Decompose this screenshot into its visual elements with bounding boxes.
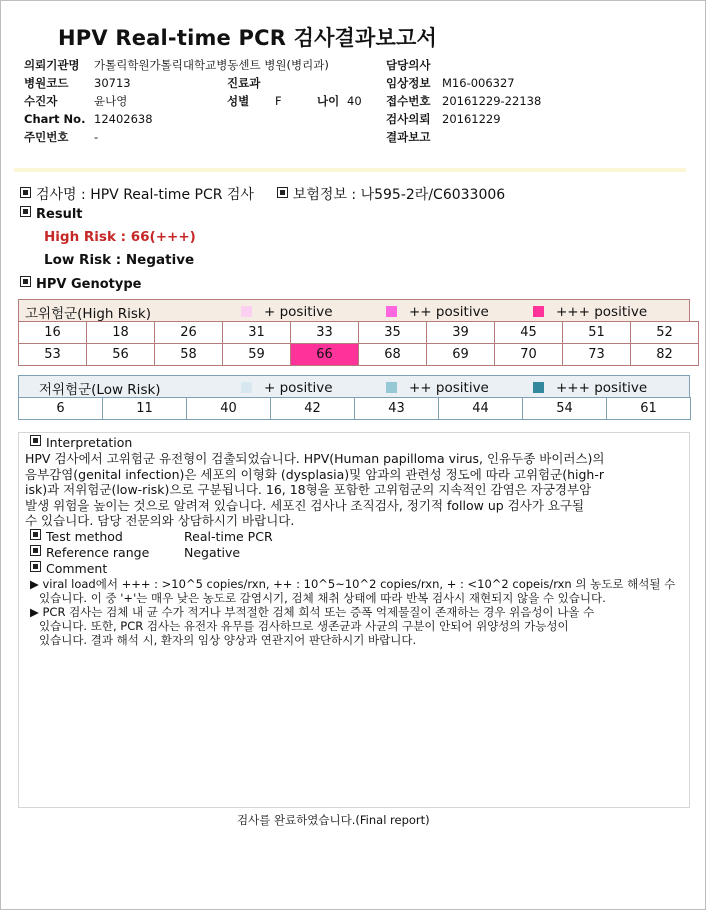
genotype-cell: 59 xyxy=(223,344,291,366)
genotype-cell: 6 xyxy=(19,398,103,420)
test-method-row xyxy=(30,529,273,545)
report-date-label: 결과보고 xyxy=(386,130,431,144)
test-method-value: Real-time PCR xyxy=(184,529,273,544)
reference-range-row xyxy=(30,545,240,561)
genotype-cell: 43 xyxy=(355,398,439,420)
comment-line: ▶ PCR 검사는 검체 내 균 수가 적거나 부적절한 검체 희석 또는 증폭 억제물질이 존재하는 경우 위음성이 나올 수 xyxy=(30,605,595,619)
reception-no-value: 20161229-22138 xyxy=(442,94,542,108)
institution-label: 의뢰기관명 xyxy=(24,58,80,72)
legend-swatch xyxy=(386,306,397,317)
bullet-icon xyxy=(20,276,31,287)
low-risk-title: 저위험군(Low Risk) xyxy=(39,382,161,398)
comment-line: 있습니다. 이 중 '+'는 매우 낮은 농도로 감염시기, 검체 채취 상태에 따라 반복 검사시 재현되지 않을 수 있습니다. xyxy=(39,591,606,605)
test-name-row xyxy=(20,184,505,204)
patient-name-label: 수진자 xyxy=(24,94,58,108)
bullet-icon xyxy=(30,561,41,572)
legend-swatch xyxy=(241,382,252,393)
high-risk-table xyxy=(18,321,699,366)
clinical-info-label: 임상정보 xyxy=(386,76,431,90)
bullet-icon xyxy=(30,545,41,556)
result-heading-text: Result xyxy=(36,207,83,222)
legend-plus-plus-plus xyxy=(533,380,647,396)
table-row xyxy=(19,344,699,366)
comment-heading-text: Comment xyxy=(46,561,108,576)
bullet-icon xyxy=(30,435,41,446)
low-risk-result: Low Risk : Negative xyxy=(44,252,195,268)
genotype-cell: 69 xyxy=(427,344,495,366)
resident-no-label: 주민번호 xyxy=(24,130,69,144)
comment-line: 있습니다. 또한, PCR 검사는 유전자 유무를 검사하므로 생존균과 사균의 구분이 안되어 위양성의 가능성이 xyxy=(39,619,569,633)
positive-genotype-cell: 66 xyxy=(291,344,359,366)
genotype-cell: 73 xyxy=(563,344,631,366)
comment-heading xyxy=(30,561,107,577)
comment-pcr xyxy=(30,605,594,647)
interpretation-line: HPV 검사에서 고위험군 유전형이 검출되었습니다. HPV(Human papilloma virus, 인유두종 바이러스)의 xyxy=(25,451,605,466)
genotype-cell: 40 xyxy=(187,398,271,420)
bullet-icon xyxy=(20,187,31,198)
test-method-label: Test method xyxy=(46,529,123,544)
bullet-icon xyxy=(30,529,41,540)
genotype-cell: 52 xyxy=(631,322,699,344)
report-title: HPV Real-time PCR 검사결과보고서 xyxy=(58,26,437,50)
resident-no-value: - xyxy=(94,130,99,144)
reference-range-label: Reference range xyxy=(46,545,150,560)
interpretation-body xyxy=(25,451,605,529)
age-value: 40 xyxy=(347,94,362,108)
insurance-value: 나595-2라/C6033006 xyxy=(360,187,506,203)
insurance-label: 보험정보 : xyxy=(292,187,357,203)
age-label: 나이 xyxy=(317,94,340,108)
genotype-heading xyxy=(20,276,141,292)
genotype-cell: 39 xyxy=(427,322,495,344)
reception-no-label: 접수번호 xyxy=(386,94,431,108)
low-risk-table xyxy=(18,397,691,420)
test-name-label: 검사명 : xyxy=(36,187,86,203)
bullet-icon xyxy=(277,187,288,198)
genotype-cell: 33 xyxy=(291,322,359,344)
interpretation-line: 발생 위험을 높이는 것으로 알려져 있습니다. 세포진 검사나 조직검사, 정기적 follow up 검사가 요구될 xyxy=(25,497,585,513)
hospital-code-label: 병원코드 xyxy=(24,76,69,90)
comment-line: 있습니다. 결과 해석 시, 환자의 임상 양상과 연관지어 판단하시기 바랍니다. xyxy=(39,633,417,647)
chart-no-label: Chart No. xyxy=(24,112,86,126)
header-divider xyxy=(14,168,686,172)
legend-swatch xyxy=(533,382,544,393)
legend-label: ++ positive xyxy=(409,380,489,396)
legend-label: +++ positive xyxy=(556,304,648,320)
interpretation-heading-text: Interpretation xyxy=(46,435,133,450)
comment-viral-load xyxy=(30,577,675,605)
patient-name-value: 윤나영 xyxy=(94,94,128,108)
legend-swatch xyxy=(386,382,397,393)
genotype-cell: 58 xyxy=(155,344,223,366)
final-report-status: 검사를 완료하였습니다.(Final report) xyxy=(237,813,430,827)
legend-plus xyxy=(241,304,333,320)
genotype-cell: 42 xyxy=(271,398,355,420)
result-heading xyxy=(20,206,83,222)
clinical-info-value: M16-006327 xyxy=(442,76,515,90)
legend-plus-plus xyxy=(386,304,489,320)
department-label: 진료과 xyxy=(227,76,261,90)
interpretation-line: 음부감염(genital infection)은 세포의 이형화 (dysplasia)및 암과의 관련성 정도에 따라 고위험군(high-r xyxy=(25,466,604,482)
genotype-cell: 26 xyxy=(155,322,223,344)
legend-label: + positive xyxy=(264,380,333,396)
genotype-cell: 56 xyxy=(87,344,155,366)
sex-label: 성별 xyxy=(227,94,250,108)
legend-plus-plus-plus xyxy=(533,304,647,320)
genotype-cell: 45 xyxy=(495,322,563,344)
header-info-left xyxy=(24,56,362,146)
genotype-cell: 53 xyxy=(19,344,87,366)
genotype-cell: 31 xyxy=(223,322,291,344)
interpretation-heading xyxy=(30,435,132,451)
legend-label: ++ positive xyxy=(409,304,489,320)
interpretation-line: isk)과 저위험군(low-risk)으로 구분됩니다. 16, 18형을 포함한 고위험군의 지속적인 감염은 자궁경부암 xyxy=(25,482,592,497)
genotype-cell: 68 xyxy=(359,344,427,366)
request-date-label: 검사의뢰 xyxy=(386,112,431,126)
genotype-cell: 82 xyxy=(631,344,699,366)
legend-plus xyxy=(241,380,333,396)
genotype-cell: 70 xyxy=(495,344,563,366)
genotype-cell: 35 xyxy=(359,322,427,344)
doctor-label: 담당의사 xyxy=(386,58,431,72)
legend-swatch xyxy=(533,306,544,317)
genotype-cell: 16 xyxy=(19,322,87,344)
high-risk-header xyxy=(18,299,690,321)
interpretation-line: 수 있습니다. 담당 전문의와 상담하시기 바랍니다. xyxy=(25,513,295,528)
bullet-icon xyxy=(20,206,31,217)
request-date-value: 20161229 xyxy=(442,112,501,126)
table-row xyxy=(19,322,699,344)
genotype-cell: 18 xyxy=(87,322,155,344)
legend-plus-plus xyxy=(386,380,489,396)
hospital-code-value: 30713 xyxy=(94,76,131,90)
reference-range-value: Negative xyxy=(184,545,241,560)
legend-swatch xyxy=(241,306,252,317)
legend-label: +++ positive xyxy=(556,380,648,396)
comment-line: ▶ viral load에서 +++ : >10^5 copies/rxn, ++ : 10^5~10^2 copies/rxn, + : <10^2 copeis/rxn 의 농도로 해석될 수 xyxy=(30,577,676,591)
genotype-heading-text: HPV Genotype xyxy=(36,277,142,292)
genotype-cell: 44 xyxy=(439,398,523,420)
sex-value: F xyxy=(275,94,282,108)
test-name-value: HPV Real-time PCR 검사 xyxy=(90,187,254,203)
legend-label: + positive xyxy=(264,304,333,320)
genotype-cell: 54 xyxy=(523,398,607,420)
header-info-right xyxy=(386,56,541,146)
low-risk-header xyxy=(18,375,690,397)
genotype-cell: 61 xyxy=(607,398,691,420)
chart-no-value: 12402638 xyxy=(94,112,153,126)
genotype-cell: 51 xyxy=(563,322,631,344)
table-row xyxy=(19,398,691,420)
high-risk-title: 고위험군(High Risk) xyxy=(25,306,151,322)
genotype-cell: 11 xyxy=(103,398,187,420)
institution-value: 가톨릭학원가톨릭대학교병동센트 병원(병리과) xyxy=(94,58,329,72)
high-risk-result: High Risk : 66(+++) xyxy=(44,229,196,245)
